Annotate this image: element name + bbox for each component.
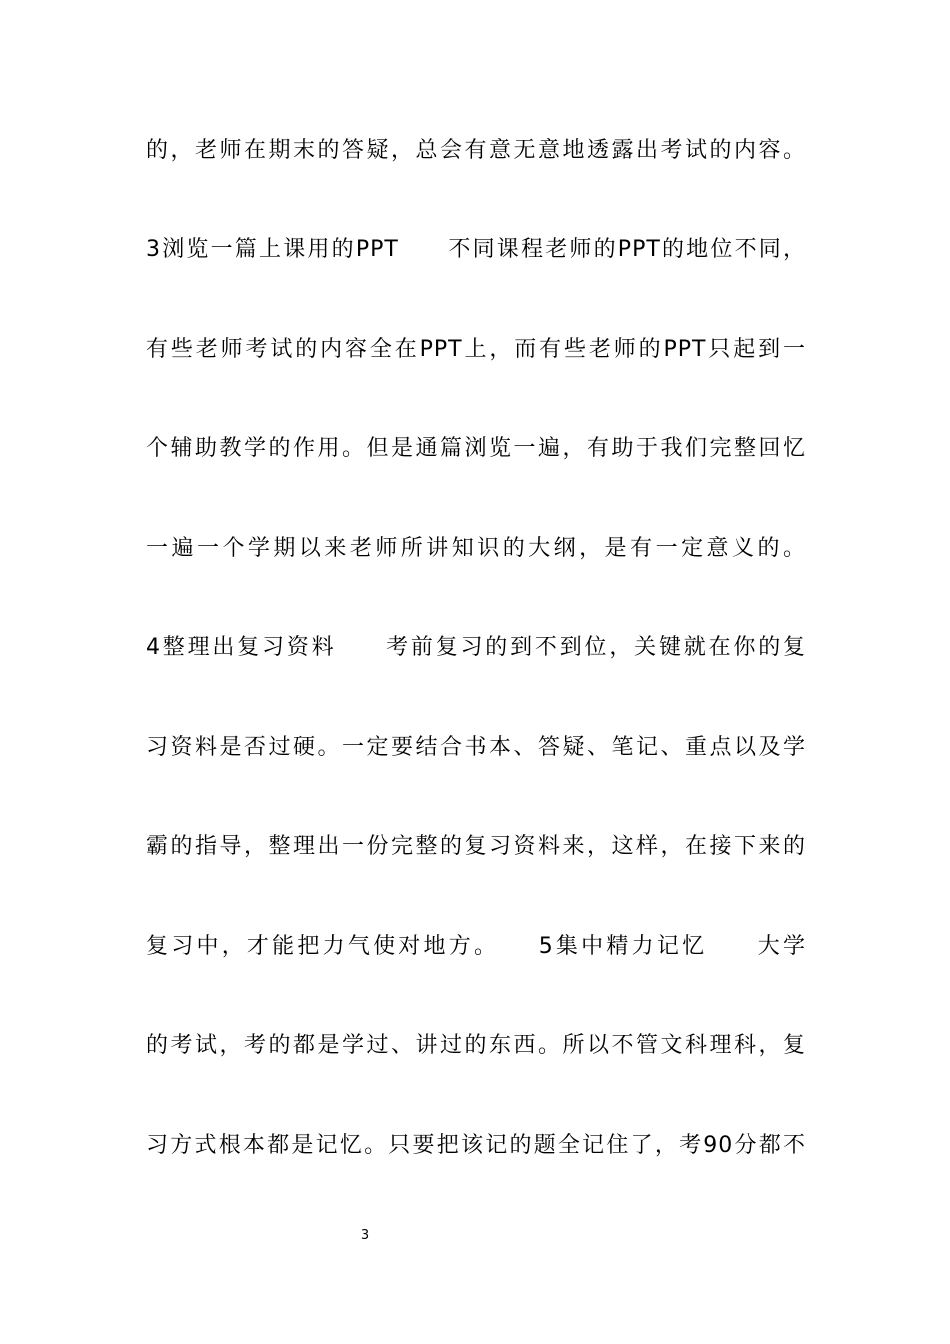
text-line-9: 复习中，才能把力气使对地方。 5集中精力记忆 大学 [146, 934, 806, 959]
text-line-1: 的，老师在期末的答疑，总会有意无意地透露出考试的内容。 [146, 138, 806, 163]
text-line-7: 习资料是否过硬。一定要结合书本、答疑、笔记、重点以及学 [146, 735, 806, 760]
text-line-3: 有些老师考试的内容全在PPT上，而有些老师的PPT只起到一 [146, 337, 806, 362]
text-line-11: 习方式根本都是记忆。只要把该记的题全记住了，考90分都不 [146, 1133, 806, 1158]
text-line-10: 的考试，考的都是学过、讲过的东西。所以不管文科理科，复 [146, 1033, 806, 1058]
text-line-4: 个辅助教学的作用。但是通篇浏览一遍，有助于我们完整回忆 [146, 436, 806, 461]
text-line-2: 3浏览一篇上课用的PPT 不同课程老师的PPT的地位不同， [146, 237, 806, 262]
text-line-5: 一遍一个学期以来老师所讲知识的大纲，是有一定意义的。 [146, 536, 806, 561]
text-line-6: 4整理出复习资料 考前复习的到不到位，关键就在你的复 [146, 635, 806, 660]
page-number: 3 [360, 1228, 370, 1243]
text-line-8: 霸的指导，整理出一份完整的复习资料来，这样，在接下来的 [146, 834, 806, 859]
